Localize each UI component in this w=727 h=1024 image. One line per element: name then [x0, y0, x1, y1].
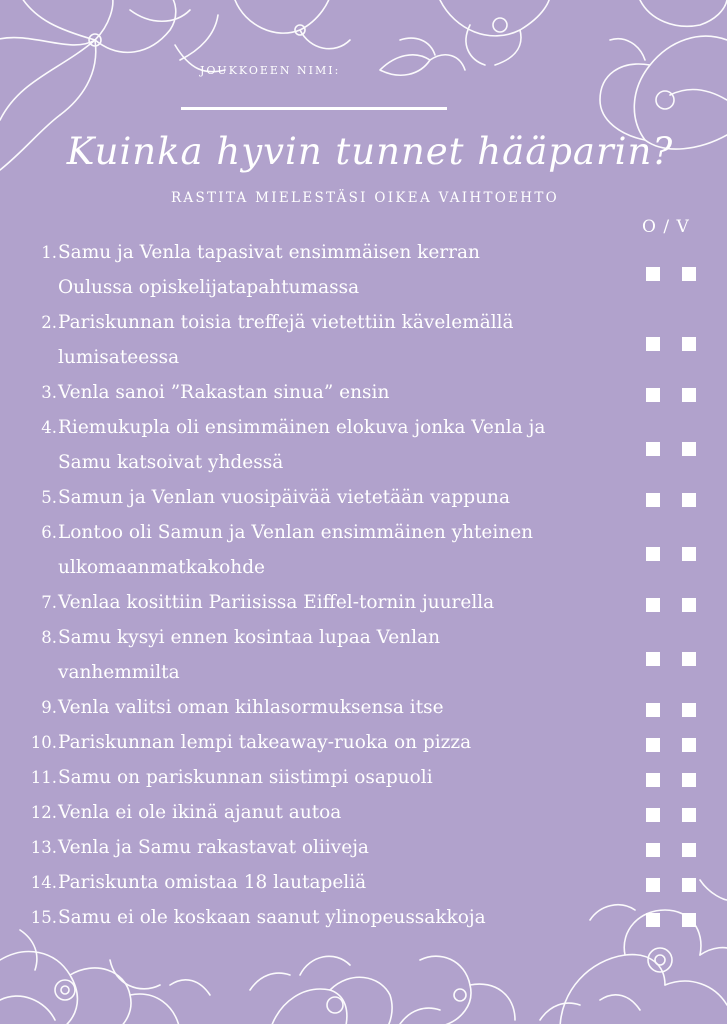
true-checkbox[interactable] — [646, 388, 660, 402]
question-item — [20, 515, 720, 585]
true-checkbox[interactable] — [646, 652, 660, 666]
question-number: 15. — [30, 908, 57, 927]
question-text: Samu katsoivat yhdessä — [58, 452, 284, 473]
page-subtitle: RASTITA MIELESTÄSI OIKEA VAIHTOEHTO — [170, 190, 560, 206]
question-item — [20, 620, 720, 690]
question-number: 5. — [41, 488, 57, 507]
question-item — [20, 795, 720, 830]
false-checkbox[interactable] — [682, 878, 696, 892]
question-number: 1. — [41, 243, 57, 262]
question-text: Pariskunta omistaa 18 lautapeliä — [58, 872, 367, 893]
question-text: Oulussa opiskelijatapahtumassa — [58, 277, 360, 298]
false-checkbox[interactable] — [682, 598, 696, 612]
question-text: Pariskunnan lempi takeaway-ruoka on pizza — [58, 732, 472, 753]
true-checkbox[interactable] — [646, 808, 660, 822]
true-checkbox[interactable] — [646, 773, 660, 787]
question-text: Venla ja Samu rakastavat oliiveja — [58, 837, 369, 858]
question-number: 6. — [41, 523, 57, 542]
question-text: Samu ei ole koskaan saanut ylinopeussakkoja — [58, 907, 486, 928]
true-checkbox[interactable] — [646, 598, 660, 612]
question-text: Samu on pariskunnan siistimpi osapuoli — [58, 767, 433, 788]
question-text: ulkomaanmatkakohde — [58, 557, 265, 578]
question-item — [20, 725, 720, 760]
question-text: vanhemmilta — [58, 662, 180, 683]
true-checkbox[interactable] — [646, 442, 660, 456]
true-checkbox[interactable] — [646, 913, 660, 927]
true-checkbox[interactable] — [646, 337, 660, 351]
question-item — [20, 375, 720, 410]
question-number: 7. — [41, 593, 57, 612]
question-text: Venla sanoi ”Rakastan sinua” ensin — [58, 382, 390, 403]
false-checkbox[interactable] — [682, 773, 696, 787]
question-item — [20, 480, 720, 515]
question-text: Venla valitsi oman kihlasormuksensa itse — [58, 697, 444, 718]
true-checkbox[interactable] — [646, 878, 660, 892]
question-number: 9. — [41, 698, 57, 717]
question-item — [20, 305, 720, 375]
false-checkbox[interactable] — [682, 547, 696, 561]
question-text: lumisateessa — [58, 347, 180, 368]
question-item — [20, 585, 720, 620]
false-checkbox[interactable] — [682, 388, 696, 402]
question-number: 13. — [30, 838, 57, 857]
page-title: Kuinka hyvin tunnet hääparin? — [66, 130, 674, 173]
true-checkbox[interactable] — [646, 493, 660, 507]
true-checkbox[interactable] — [646, 738, 660, 752]
false-checkbox[interactable] — [682, 843, 696, 857]
question-item — [20, 760, 720, 795]
false-checkbox[interactable] — [682, 337, 696, 351]
question-text: Riemukupla oli ensimmäinen elokuva jonka Venla ja — [58, 417, 546, 438]
question-number: 10. — [30, 733, 57, 752]
false-checkbox[interactable] — [682, 442, 696, 456]
true-checkbox[interactable] — [646, 703, 660, 717]
question-text: Samun ja Venlan vuosipäivää vietetään vappuna — [58, 487, 510, 508]
false-checkbox[interactable] — [682, 808, 696, 822]
question-text: Pariskunnan toisia treffejä vietettiin kävelemällä — [58, 312, 514, 333]
question-number: 2. — [41, 313, 57, 332]
false-checkbox[interactable] — [682, 493, 696, 507]
question-item — [20, 865, 720, 900]
question-text: Samu ja Venla tapasivat ensimmäisen kerran — [58, 242, 480, 263]
question-number: 12. — [30, 803, 57, 822]
question-item — [20, 900, 720, 935]
question-item — [20, 235, 720, 305]
false-checkbox[interactable] — [682, 267, 696, 281]
answer-columns-label: O / V — [642, 217, 690, 237]
team-name-label: JOUKKOEEN NIMI: — [200, 64, 341, 77]
question-text: Samu kysyi ennen kosintaa lupaa Venlan — [58, 627, 441, 648]
false-checkbox[interactable] — [682, 703, 696, 717]
false-checkbox[interactable] — [682, 652, 696, 666]
true-checkbox[interactable] — [646, 267, 660, 281]
question-number: 3. — [41, 383, 57, 402]
question-text: Venla ei ole ikinä ajanut autoa — [58, 802, 342, 823]
question-number: 14. — [30, 873, 57, 892]
question-text: Venlaa kosittiin Pariisissa Eiffel-tornin juurella — [58, 592, 495, 613]
question-item — [20, 690, 720, 725]
question-number: 11. — [30, 768, 57, 787]
question-item — [20, 830, 720, 865]
question-number: 4. — [41, 418, 57, 437]
question-item — [20, 410, 720, 480]
question-text: Lontoo oli Samun ja Venlan ensimmäinen yhteinen — [58, 522, 534, 543]
false-checkbox[interactable] — [682, 738, 696, 752]
true-checkbox[interactable] — [646, 843, 660, 857]
false-checkbox[interactable] — [682, 913, 696, 927]
true-checkbox[interactable] — [646, 547, 660, 561]
question-number: 8. — [41, 628, 57, 647]
